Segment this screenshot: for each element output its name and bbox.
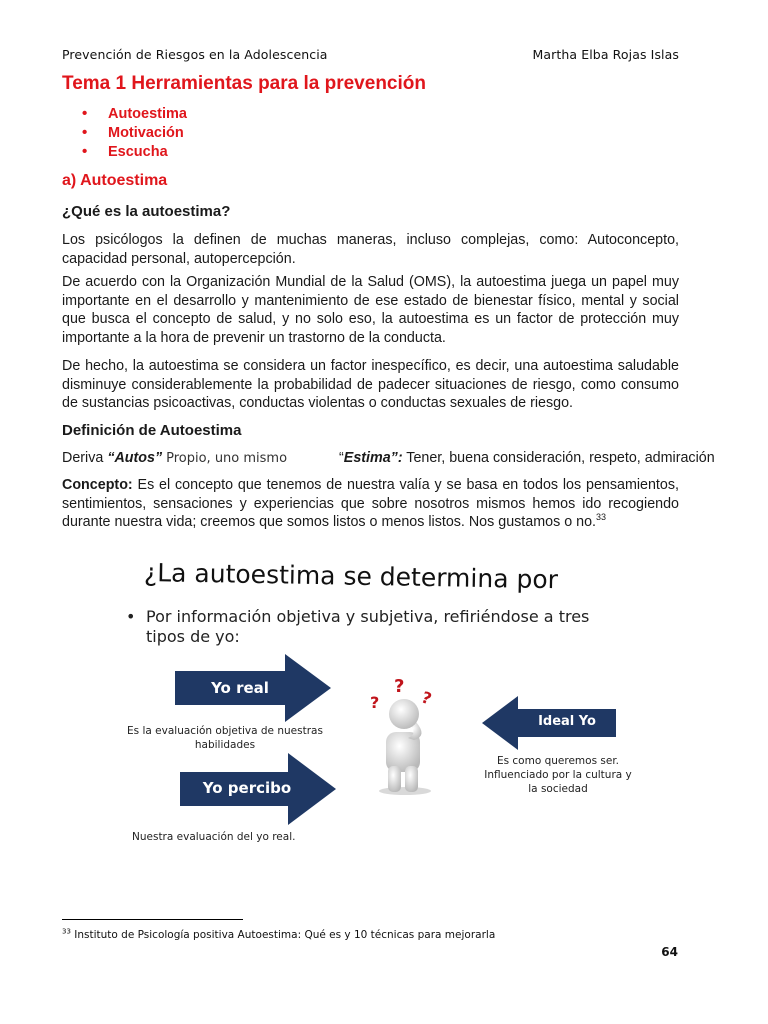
paragraph-1: Los psicólogos la definen de muchas maneras, incluso complejas, como: Autoconcepto, capacidad personal, autopercepción. <box>62 232 679 267</box>
topic-item: • Autoestima <box>62 106 187 125</box>
estima-meaning: Tener, buena consideración, respeto, admiración <box>406 450 715 466</box>
topic-item: • Escucha <box>62 144 187 163</box>
paragraph-3: De hecho, la autoestima se considera un factor inespecífico, es decir, una autoestima saludable disminuye considerablemente la probabilidad de padecer situaciones de riesgo, como consumo de sustancias psicoactivas, conductas violentas o conductas sexuales de riesgo. <box>62 358 679 412</box>
running-header-title: Prevención de Riesgos en la Adolescencia <box>62 47 328 62</box>
footnote-number: 33 <box>62 927 71 936</box>
estima-open-quote: “ <box>339 450 344 466</box>
page-number: 64 <box>661 945 678 959</box>
diagram-bullet-text: Por información objetiva y subjetiva, refiriéndose a tres tipos de yo: <box>146 607 590 646</box>
thinking-person-icon <box>368 678 448 796</box>
concept-paragraph <box>62 476 679 532</box>
ideal-yo-caption: Es como queremos ser. Influenciado por la cultura y la sociedad <box>484 755 632 795</box>
footnote-ref: 33 <box>596 512 607 523</box>
yo-real-label: Yo real <box>211 679 269 697</box>
diagram-title: ¿La autoestima se determina por <box>143 558 559 595</box>
footnote-rule <box>62 919 243 920</box>
svg-text:?: ? <box>394 678 405 697</box>
estima-term: Estima”: <box>343 450 403 466</box>
yo-percibo-label: Yo percibo <box>202 779 292 797</box>
page-title: Tema 1 Herramientas para la prevención <box>62 73 426 94</box>
yo-percibo-caption: Nuestra evaluación del yo real. <box>132 831 296 843</box>
paragraph-2: De acuerdo con la Organización Mundial de la Salud (OMS), la autoestima juega un papel muy importante en el desarrollo y mantenimiento de ese estado de bienestar físico, mental y social que busca el concepto de salud, y no solo eso, la autoestima es un factor de protección muy importante a la hora de prevenir un trastorno de la conducta. <box>62 274 679 346</box>
bullet-mark: • <box>126 607 136 626</box>
etymology-line <box>62 450 715 466</box>
diagram-bullet <box>126 607 626 647</box>
autos-meaning: Propio, uno mismo <box>166 451 288 466</box>
footnote <box>62 929 495 941</box>
concept-text: Es el concepto que tenemos de nuestra valía y se basa en todos los pensamientos, sentimientos, sensaciones y experiencias que sobre nosotros mismos hemos ido recogiendo durante nuestra vida; creemos que somos listos o menos listos. Nos gustamos o no. <box>62 477 679 531</box>
definition-heading: Definición de Autoestima <box>62 422 242 439</box>
question-heading: ¿Qué es la autoestima? <box>62 203 231 220</box>
concept-label: Concepto: <box>62 477 133 493</box>
autos-term: “Autos” <box>107 450 163 466</box>
footnote-text: Instituto de Psicología positiva Autoestima: Qué es y 10 técnicas para mejorarla <box>74 929 496 941</box>
autoestima-diagram <box>110 550 650 850</box>
deriva-prefix: Deriva <box>62 450 104 466</box>
running-header-author: Martha Elba Rojas Islas <box>532 47 679 62</box>
section-heading: a) Autoestima <box>62 172 168 189</box>
topic-list <box>62 106 187 163</box>
topic-item: • Motivación <box>62 125 187 144</box>
svg-text:?: ? <box>370 693 380 712</box>
yo-real-caption: Es la evaluación objetiva de nuestras habilidades <box>127 725 323 751</box>
ideal-yo-label: Ideal Yo <box>538 714 596 729</box>
svg-text:?: ? <box>418 687 435 709</box>
